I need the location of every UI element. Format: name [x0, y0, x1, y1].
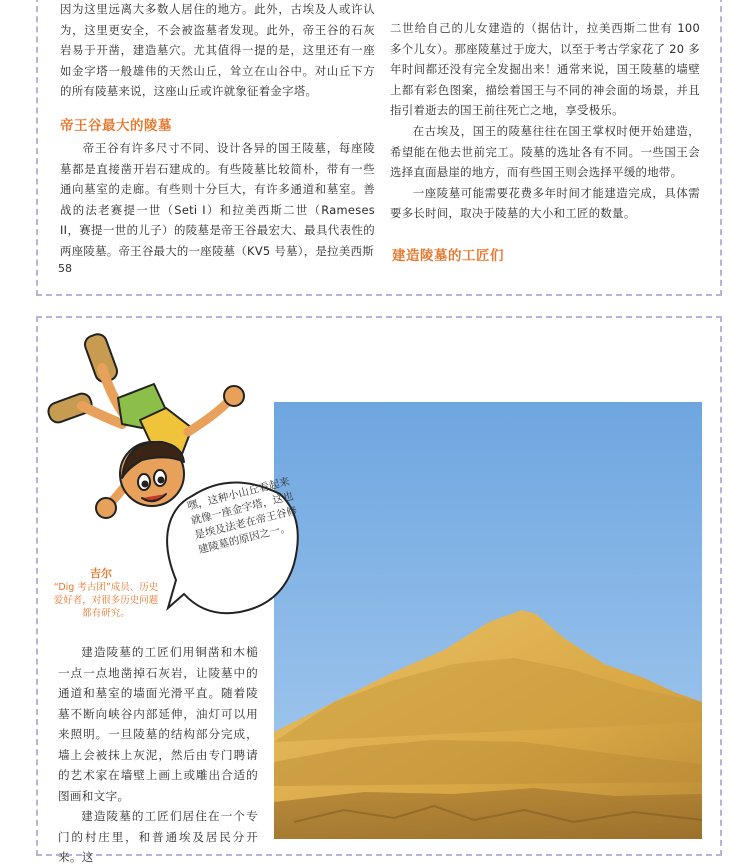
- top-right-column: [390, 18, 700, 224]
- top-right-paragraph-2: 在古埃及，国王的陵墓往往在国王掌权时便开始建造，希望能在他去世前完工。陵墓的选址各有不同。一些国王会选择直面悬崖的地方，而有些国王则会选择平缓的地带。: [390, 123, 700, 180]
- bottom-paragraph-2: 建造陵墓的工匠们居住在一个专门的村庄里，和普通埃及居民分开来。这: [58, 809, 258, 864]
- top-right-paragraph-3: 一座陵墓可能需要花费多年时间才能建造完成，具体需要多长时间，取决于陵墓的大小和工匠的数量。: [390, 185, 700, 221]
- top-left-column: [60, 0, 375, 262]
- bottom-body-text: [58, 642, 258, 868]
- section-heading-largest-tomb: 帝王谷最大的陵墓: [60, 114, 172, 134]
- bottom-paragraph-1: 建造陵墓的工匠们用铜凿和木槌一点一点地凿掉石灰岩，让陵墓中的通道和墓室的墙面光滑平直。随着陵墓不断向峡谷内部延伸，油灯可以用来照明。一旦陵墓的结构部分完成，墙上会被抹上灰泥，然后由专门聘请的艺术家在墙壁上画上或雕出合适的图画和文字。: [58, 645, 258, 803]
- character-name: 吉尔: [90, 567, 112, 580]
- top-left-paragraph-2: 帝王谷有许多尺寸不同、设计各异的国王陵墓，每座陵墓都是直接凿开岩石建成的。有些陵墓比较简朴，带有一些通向墓室的走廊。有些则十分巨大，有许多通道和墓室。善战的法老赛提一世（Seti I）和拉美西斯二世（Rameses II，赛提一世的儿子）的陵墓是帝王谷最宏大、最具代表性的两座陵墓。帝王谷最大的一座陵墓（KV5 号墓），是拉美西斯: [60, 140, 375, 258]
- top-right-paragraph-1: 二世给自己的儿女建造的（据估计，拉美西斯二世有 100 多个儿女）。那座陵墓过于庞大，以至于考古学家花了 20 多年时间都还没有完全发掘出来！通常来说，国王陵墓的墙壁上都有彩色图案，描绘着国王与不同的神会面的场景，并且指引着逝去的国王前往死亡之地，享受极乐。: [390, 21, 700, 118]
- character-description: “Dig 考古团”成员、历史爱好者，对很多历史问题都有研究。: [53, 582, 159, 619]
- peak-photo: [274, 402, 702, 839]
- section-heading-builders: 建造陵墓的工匠们: [392, 244, 504, 264]
- page-number: 58: [58, 262, 72, 275]
- top-left-paragraph-1: 因为这里远离大多数人居住的地方。此外，古埃及人或许认为，这里更安全，不会被盗墓者发现。此外，帝王谷的石灰岩易于开凿，建造墓穴。尤其值得一提的是，这里还有一座如金字塔一般雄伟的天然山丘，耸立在山谷中。对山丘下方的所有陵墓来说，这座山丘或许就象征着金字塔。: [60, 2, 375, 99]
- speech-bubble-text: 嘿，这种小山丘看起来就像一座金字塔，这也是埃及法老在帝王谷修建陵墓的原因之一。: [186, 475, 299, 557]
